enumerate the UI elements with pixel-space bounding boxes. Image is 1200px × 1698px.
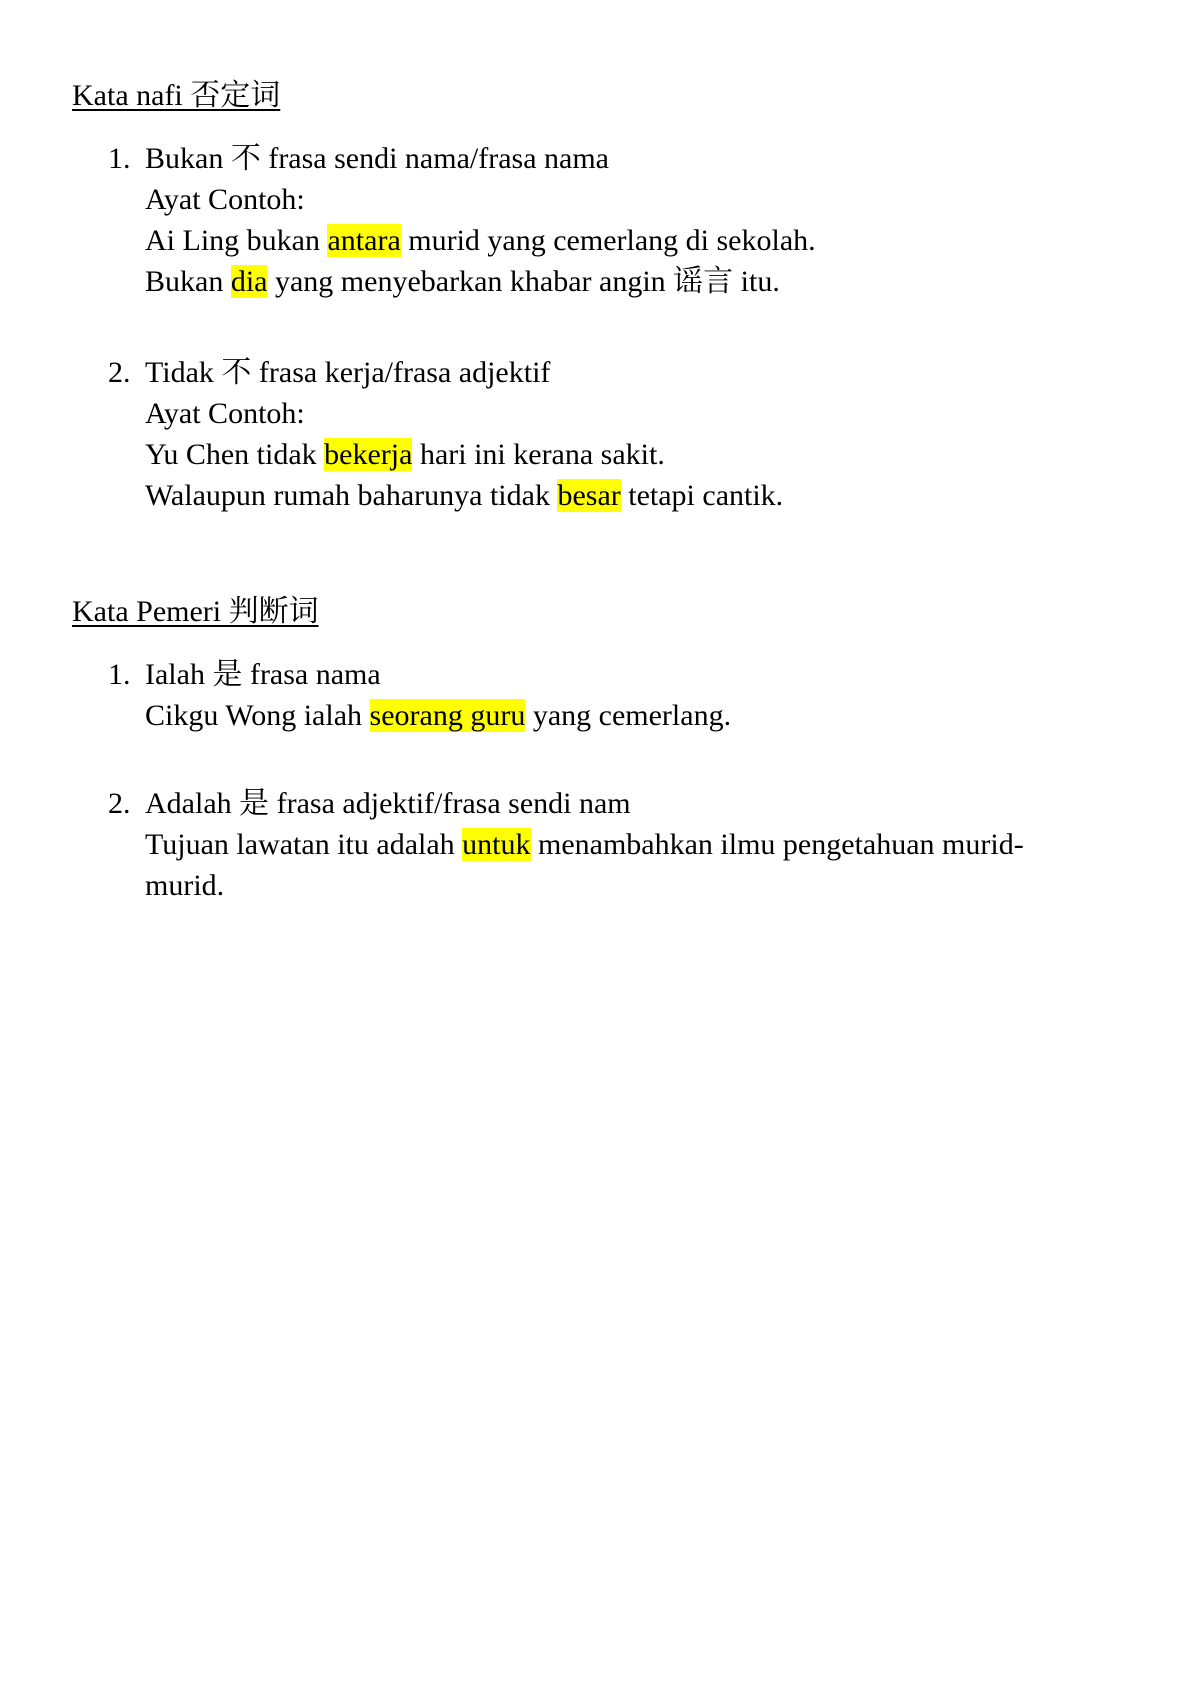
list-number: 2.	[108, 787, 131, 820]
example-sentence	[145, 827, 1024, 863]
sentence-text: tetapi cantik.	[620, 479, 784, 512]
sentence-text: yang menyebarkan khabar angin 谣言 itu.	[267, 265, 780, 298]
sentence-text: yang cemerlang.	[525, 699, 732, 732]
section-heading-kata-nafi: Kata nafi 否定词	[72, 79, 281, 112]
list-number: 1.	[108, 658, 131, 691]
highlighted-word: untuk	[462, 828, 531, 861]
highlighted-word: bekerja	[324, 438, 413, 471]
example-label: Ayat Contoh:	[145, 397, 305, 430]
item-title: Adalah 是 frasa adjektif/frasa sendi nam	[145, 787, 631, 820]
example-sentence	[145, 437, 665, 473]
sentence-text: Walaupun rumah baharunya tidak	[145, 479, 558, 512]
example-sentence	[145, 264, 780, 300]
example-label: Ayat Contoh:	[145, 183, 305, 216]
example-sentence-continuation: murid.	[145, 869, 225, 902]
sentence-text: Yu Chen tidak	[145, 438, 325, 471]
list-number: 1.	[108, 142, 131, 175]
sentence-text: hari ini kerana sakit.	[412, 438, 665, 471]
sentence-text: Tujuan lawatan itu adalah	[145, 828, 463, 861]
example-sentence	[145, 478, 783, 514]
section-heading-kata-pemeri: Kata Pemeri 判断词	[72, 595, 319, 628]
highlighted-word: antara	[327, 224, 401, 257]
list-number: 2.	[108, 356, 131, 389]
item-title: Tidak 不 frasa kerja/frasa adjektif	[145, 356, 551, 389]
highlighted-word: besar	[557, 479, 621, 512]
example-sentence	[145, 223, 816, 259]
item-title: Ialah 是 frasa nama	[145, 658, 381, 691]
sentence-text: Ai Ling bukan	[145, 224, 328, 257]
highlighted-word: dia	[230, 265, 268, 298]
example-sentence	[145, 698, 731, 734]
sentence-text: Bukan	[145, 265, 231, 298]
sentence-text: murid yang cemerlang di sekolah.	[400, 224, 816, 257]
item-title: Bukan 不 frasa sendi nama/frasa nama	[145, 142, 609, 175]
sentence-text: menambahkan ilmu pengetahuan murid-	[530, 828, 1024, 861]
highlighted-word: seorang guru	[369, 699, 526, 732]
sentence-text: Cikgu Wong ialah	[145, 699, 370, 732]
